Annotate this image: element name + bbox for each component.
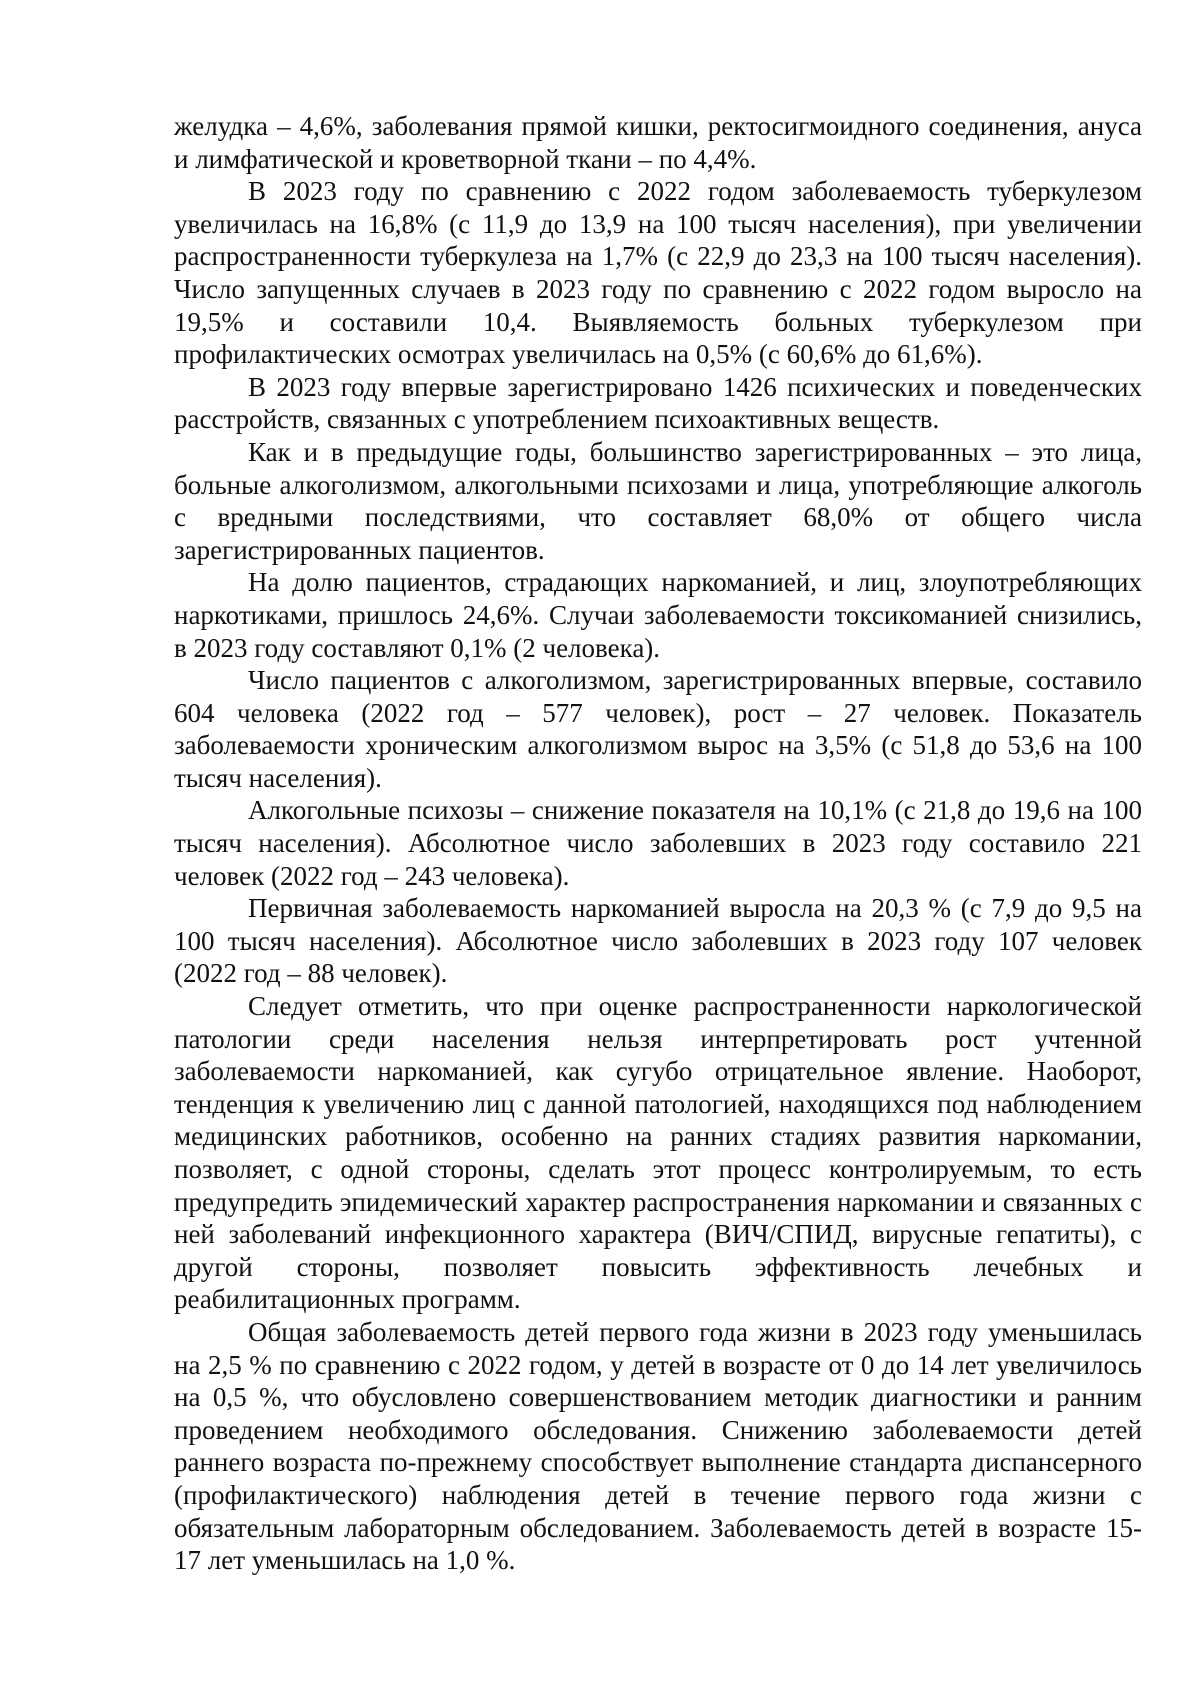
paragraph-alcoholic-psychoses: Алкогольные психозы – снижение показателя на 10,1% (с 21,8 до 19,6 на 100 тысяч населения). Абсолютное число заболевших в 2023 году составило 221 человек (2022 год – 243 человека). [174,795,1142,891]
paragraph-tuberculosis: В 2023 году по сравнению с 2022 годом заболеваемость туберкулезом увеличилась на 16,8% (с 11,9 до 13,9 на 100 тысяч населения), при увеличении распространенности туберкулеза на 1,7% (с 22,9 до 23,3 на 100 тысяч населения). Число запущенных случаев в 2023 году по сравнению с 2022 годом выросло на 19,5% и составили 10,4. Выявляемость больных туберкулезом при профилактических осмотрах увеличилась на 0,5% (с 60,6% до 61,6%). [174,176,1142,370]
paragraph-alcoholism-majority: Как и в предыдущие годы, большинство зарегистрированных – это лица, больные алкоголизмом, алкогольными психозами и лица, употребляющие алкоголь с вредными последствиями, что составляет 68,0% от общего числа зарегистрированных пациентов. [174,436,1142,565]
paragraph-narcological-assessment: Следует отметить, что при оценке распространенности наркологической патологии среди населения нельзя интерпретировать рост учтенной заболеваемости наркоманией, как сугубо отрицательное явление. Наоборот, тенденция к увеличению лиц с данной патологией, находящихся под наблюдением медицинских работников, особенно на ранних стадиях развития наркомании, позволяет, с одной стороны, сделать этот процесс контролируемым, то есть предупредить эпидемический характер распространения наркомании и связанных с ней заболеваний инфекционного характера (ВИЧ/СПИД, вирусные гепатиты), с другой стороны, позволяет повысить эффективность лечебных и реабилитационных программ. [174,991,1142,1315]
paragraph-primary-drug-addiction: Первичная заболеваемость наркоманией выросла на 20,3 % (с 7,9 до 9,5 на 100 тысяч населения). Абсолютное число заболевших в 2023 году 107 человек (2022 год – 88 человек). [174,893,1142,989]
document-page [174,110,1142,1577]
paragraph-children-morbidity: Общая заболеваемость детей первого года жизни в 2023 году уменьшилась на 2,5 % по сравнению с 2022 годом, у детей в возрасте от 0 до 14 лет увеличилось на 0,5 %, что обусловлено совершенствованием методик диагностики и ранним проведением необходимого обследования. Снижению заболеваемости детей раннего возраста по-прежнему способствует выполнение стандарта диспансерного (профилактического) наблюдения детей в течение первого года жизни с обязательным лабораторным обследованием. Заболеваемость детей в возрасте 15-17 лет уменьшилась на 1,0 %. [174,1316,1142,1576]
paragraph-psychoactive-disorders: В 2023 году впервые зарегистрировано 1426 психических и поведенческих расстройств, связанных с употреблением психоактивных веществ. [174,371,1142,435]
paragraph-continuation: желудка – 4,6%, заболевания прямой кишки, ректосигмоидного соединения, ануса и лимфатической и кроветворной ткани – по 4,4%. [174,111,1142,174]
paragraph-alcoholism-new-cases: Число пациентов с алкоголизмом, зарегистрированных впервые, составило 604 человека (2022 год – 577 человек), рост – 27 человек. Показатель заболеваемости хроническим алкоголизмом вырос на 3,5% (с 51,8 до 53,6 на 100 тысяч населения). [174,665,1142,793]
paragraph-drug-addiction-share: На долю пациентов, страдающих наркоманией, и лиц, злоупотребляющих наркотиками, пришлось 24,6%. Случаи заболеваемости токсикоманией снизились, в 2023 году составляют 0,1% (2 человека). [174,567,1142,663]
